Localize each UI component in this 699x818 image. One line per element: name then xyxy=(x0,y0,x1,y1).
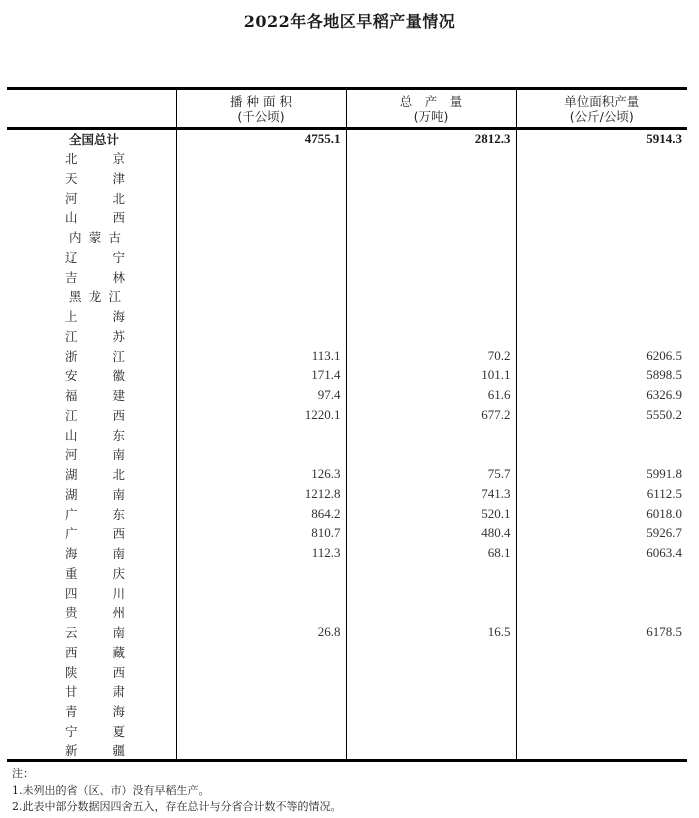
cell-region xyxy=(7,168,176,188)
table-row xyxy=(7,622,687,642)
cell-region xyxy=(7,662,176,682)
cell-yield: 5926.7 xyxy=(516,524,687,544)
cell-total-output: 61.6 xyxy=(346,385,516,405)
region-name: 北京 xyxy=(65,151,125,167)
cell-total-output xyxy=(346,168,516,188)
table-body xyxy=(7,129,687,761)
cell-region xyxy=(7,306,176,326)
header-yield-per-area xyxy=(516,89,687,129)
cell-sown-area xyxy=(176,603,346,623)
table-row xyxy=(7,464,687,484)
cell-total-output: 75.7 xyxy=(346,464,516,484)
table-row xyxy=(7,366,687,386)
region-name: 海南 xyxy=(65,546,125,562)
cell-region xyxy=(7,148,176,168)
cell-sown-area: 26.8 xyxy=(176,622,346,642)
cell-sown-area xyxy=(176,326,346,346)
cell-sown-area: 1212.8 xyxy=(176,484,346,504)
region-name: 内蒙古 xyxy=(69,230,121,246)
cell-total-output xyxy=(346,721,516,741)
cell-sown-area: 126.3 xyxy=(176,464,346,484)
cell-yield xyxy=(516,662,687,682)
cell-sown-area xyxy=(176,583,346,603)
region-name: 全国总计 xyxy=(68,132,119,148)
region-name: 贵州 xyxy=(65,605,125,621)
cell-region xyxy=(7,603,176,623)
region-name: 山西 xyxy=(65,210,125,226)
region-name: 江苏 xyxy=(65,328,125,344)
cell-total-output xyxy=(346,425,516,445)
table-row xyxy=(7,267,687,287)
region-name: 河南 xyxy=(65,447,125,463)
region-name: 浙江 xyxy=(65,348,125,364)
cell-region xyxy=(7,445,176,465)
header-label: 播 种 面 积 xyxy=(230,93,292,109)
cell-region xyxy=(7,287,176,307)
cell-region xyxy=(7,267,176,287)
cell-region xyxy=(7,346,176,366)
table-row xyxy=(7,425,687,445)
notes-heading: 注： xyxy=(12,767,34,780)
cell-region xyxy=(7,563,176,583)
cell-total-output: 520.1 xyxy=(346,504,516,524)
cell-yield: 6178.5 xyxy=(516,622,687,642)
cell-region xyxy=(7,385,176,405)
table-row xyxy=(7,287,687,307)
cell-yield xyxy=(516,188,687,208)
cell-region xyxy=(7,682,176,702)
cell-sown-area: 4755.1 xyxy=(176,129,346,149)
cell-sown-area xyxy=(176,682,346,702)
cell-region xyxy=(7,642,176,662)
table-row xyxy=(7,445,687,465)
region-name: 河北 xyxy=(65,190,125,206)
cell-yield: 5550.2 xyxy=(516,405,687,425)
cell-sown-area: 1220.1 xyxy=(176,405,346,425)
cell-total-output: 70.2 xyxy=(346,346,516,366)
table-row xyxy=(7,247,687,267)
cell-yield xyxy=(516,425,687,445)
cell-total-output xyxy=(346,563,516,583)
region-name: 甘肃 xyxy=(65,684,125,700)
cell-yield xyxy=(516,267,687,287)
cell-total-output xyxy=(346,247,516,267)
page-title: 2022年各地区早稻产量情况 xyxy=(243,12,456,31)
cell-total-output xyxy=(346,326,516,346)
region-name: 广东 xyxy=(65,506,125,522)
table-row xyxy=(7,662,687,682)
cell-yield xyxy=(516,721,687,741)
cell-total-output xyxy=(346,642,516,662)
header-sown-area xyxy=(176,89,346,129)
cell-total-output: 16.5 xyxy=(346,622,516,642)
early-rice-table xyxy=(7,87,687,762)
region-name: 湖北 xyxy=(65,467,125,483)
cell-yield xyxy=(516,603,687,623)
table-row xyxy=(7,583,687,603)
cell-total-output: 101.1 xyxy=(346,366,516,386)
cell-total-output xyxy=(346,741,516,761)
cell-total-output xyxy=(346,445,516,465)
cell-yield xyxy=(516,247,687,267)
table-row xyxy=(7,682,687,702)
cell-region xyxy=(7,366,176,386)
cell-total-output: 741.3 xyxy=(346,484,516,504)
table-row xyxy=(7,603,687,623)
cell-yield xyxy=(516,642,687,662)
cell-region xyxy=(7,188,176,208)
header-unit: (千公顷) xyxy=(237,108,285,124)
region-name: 江西 xyxy=(65,407,125,423)
header-region xyxy=(7,89,176,129)
cell-total-output: 677.2 xyxy=(346,405,516,425)
cell-sown-area xyxy=(176,306,346,326)
cell-sown-area xyxy=(176,247,346,267)
cell-yield: 6326.9 xyxy=(516,385,687,405)
table-row xyxy=(7,385,687,405)
region-name: 新疆 xyxy=(65,742,125,758)
cell-sown-area xyxy=(176,563,346,583)
cell-sown-area xyxy=(176,148,346,168)
cell-yield xyxy=(516,227,687,247)
region-name: 西藏 xyxy=(65,644,125,660)
region-name: 辽宁 xyxy=(65,249,125,265)
cell-yield xyxy=(516,148,687,168)
cell-sown-area xyxy=(176,267,346,287)
cell-yield xyxy=(516,445,687,465)
table-row xyxy=(7,524,687,544)
table-row xyxy=(7,642,687,662)
cell-sown-area xyxy=(176,208,346,228)
cell-sown-area xyxy=(176,741,346,761)
cell-yield xyxy=(516,701,687,721)
cell-total-output xyxy=(346,682,516,702)
region-name: 湖南 xyxy=(65,486,125,502)
cell-total-output xyxy=(346,701,516,721)
table-row xyxy=(7,168,687,188)
region-name: 陕西 xyxy=(65,664,125,680)
cell-region xyxy=(7,326,176,346)
region-name: 重庆 xyxy=(65,565,125,581)
cell-yield: 5991.8 xyxy=(516,464,687,484)
cell-sown-area xyxy=(176,662,346,682)
region-name: 福建 xyxy=(65,388,125,404)
cell-total-output: 68.1 xyxy=(346,543,516,563)
cell-total-output: 2812.3 xyxy=(346,129,516,149)
cell-yield: 5898.5 xyxy=(516,366,687,386)
cell-total-output xyxy=(346,227,516,247)
cell-sown-area xyxy=(176,642,346,662)
cell-total-output xyxy=(346,306,516,326)
cell-sown-area xyxy=(176,445,346,465)
header-total-output xyxy=(346,89,516,129)
table-row xyxy=(7,148,687,168)
table-row xyxy=(7,326,687,346)
cell-region xyxy=(7,701,176,721)
region-name: 四川 xyxy=(65,585,125,601)
table-header-row xyxy=(7,89,687,129)
cell-total-output xyxy=(346,267,516,287)
cell-yield: 6063.4 xyxy=(516,543,687,563)
header-unit: (公斤/公顷) xyxy=(569,108,634,124)
cell-sown-area: 810.7 xyxy=(176,524,346,544)
cell-region xyxy=(7,405,176,425)
cell-region xyxy=(7,464,176,484)
cell-sown-area: 97.4 xyxy=(176,385,346,405)
note-item: 1.未列出的省（区、市）没有早稻生产。 xyxy=(12,783,210,797)
cell-region xyxy=(7,247,176,267)
region-name: 云南 xyxy=(65,625,125,641)
cell-total-output xyxy=(346,603,516,623)
cell-region xyxy=(7,622,176,642)
table-row xyxy=(7,504,687,524)
cell-region xyxy=(7,543,176,563)
cell-total-output: 480.4 xyxy=(346,524,516,544)
cell-region xyxy=(7,741,176,761)
cell-yield xyxy=(516,326,687,346)
region-name: 青海 xyxy=(65,704,125,720)
table-row xyxy=(7,306,687,326)
table-row xyxy=(7,543,687,563)
region-name: 山东 xyxy=(65,427,125,443)
table-row-total xyxy=(7,129,687,149)
region-name: 天津 xyxy=(65,170,125,186)
header-label: 总 产 量 xyxy=(399,93,463,109)
cell-sown-area: 112.3 xyxy=(176,543,346,563)
cell-sown-area: 171.4 xyxy=(176,366,346,386)
table-row xyxy=(7,563,687,583)
cell-sown-area xyxy=(176,287,346,307)
header-label: 单位面积产量 xyxy=(564,93,640,109)
cell-region xyxy=(7,504,176,524)
cell-yield xyxy=(516,583,687,603)
cell-yield: 6112.5 xyxy=(516,484,687,504)
cell-yield xyxy=(516,682,687,702)
header-unit: (万吨) xyxy=(413,108,449,124)
cell-yield xyxy=(516,306,687,326)
table-row xyxy=(7,701,687,721)
cell-sown-area xyxy=(176,425,346,445)
cell-total-output xyxy=(346,208,516,228)
table-row xyxy=(7,346,687,366)
cell-yield xyxy=(516,741,687,761)
cell-region xyxy=(7,484,176,504)
cell-sown-area xyxy=(176,721,346,741)
region-name: 黑龙江 xyxy=(69,289,121,305)
data-table-container xyxy=(7,87,687,762)
cell-region xyxy=(7,227,176,247)
cell-total-output xyxy=(346,188,516,208)
cell-yield xyxy=(516,168,687,188)
cell-yield: 6206.5 xyxy=(516,346,687,366)
region-name: 上海 xyxy=(65,309,125,325)
cell-total-output xyxy=(346,148,516,168)
cell-sown-area xyxy=(176,168,346,188)
cell-yield xyxy=(516,287,687,307)
cell-region xyxy=(7,129,176,149)
cell-yield xyxy=(516,208,687,228)
cell-sown-area: 113.1 xyxy=(176,346,346,366)
table-row xyxy=(7,405,687,425)
table-row xyxy=(7,188,687,208)
cell-region xyxy=(7,425,176,445)
cell-sown-area xyxy=(176,227,346,247)
cell-region xyxy=(7,524,176,544)
cell-total-output xyxy=(346,287,516,307)
note-item: 2.此表中部分数据因四舍五入，存在总计与分省合计数不等的情况。 xyxy=(12,800,342,813)
region-name: 宁夏 xyxy=(65,723,125,739)
region-name: 吉林 xyxy=(65,269,125,285)
table-row xyxy=(7,741,687,761)
region-name: 安徽 xyxy=(65,368,125,384)
cell-total-output xyxy=(346,662,516,682)
table-row xyxy=(7,227,687,247)
table-row xyxy=(7,208,687,228)
cell-sown-area: 864.2 xyxy=(176,504,346,524)
cell-yield xyxy=(516,563,687,583)
cell-total-output xyxy=(346,583,516,603)
cell-region xyxy=(7,208,176,228)
cell-yield: 6018.0 xyxy=(516,504,687,524)
region-name: 广西 xyxy=(65,526,125,542)
cell-region xyxy=(7,721,176,741)
cell-sown-area xyxy=(176,188,346,208)
footnotes xyxy=(12,766,342,816)
cell-sown-area xyxy=(176,701,346,721)
table-row xyxy=(7,721,687,741)
table-row xyxy=(7,484,687,504)
cell-region xyxy=(7,583,176,603)
cell-yield: 5914.3 xyxy=(516,129,687,149)
